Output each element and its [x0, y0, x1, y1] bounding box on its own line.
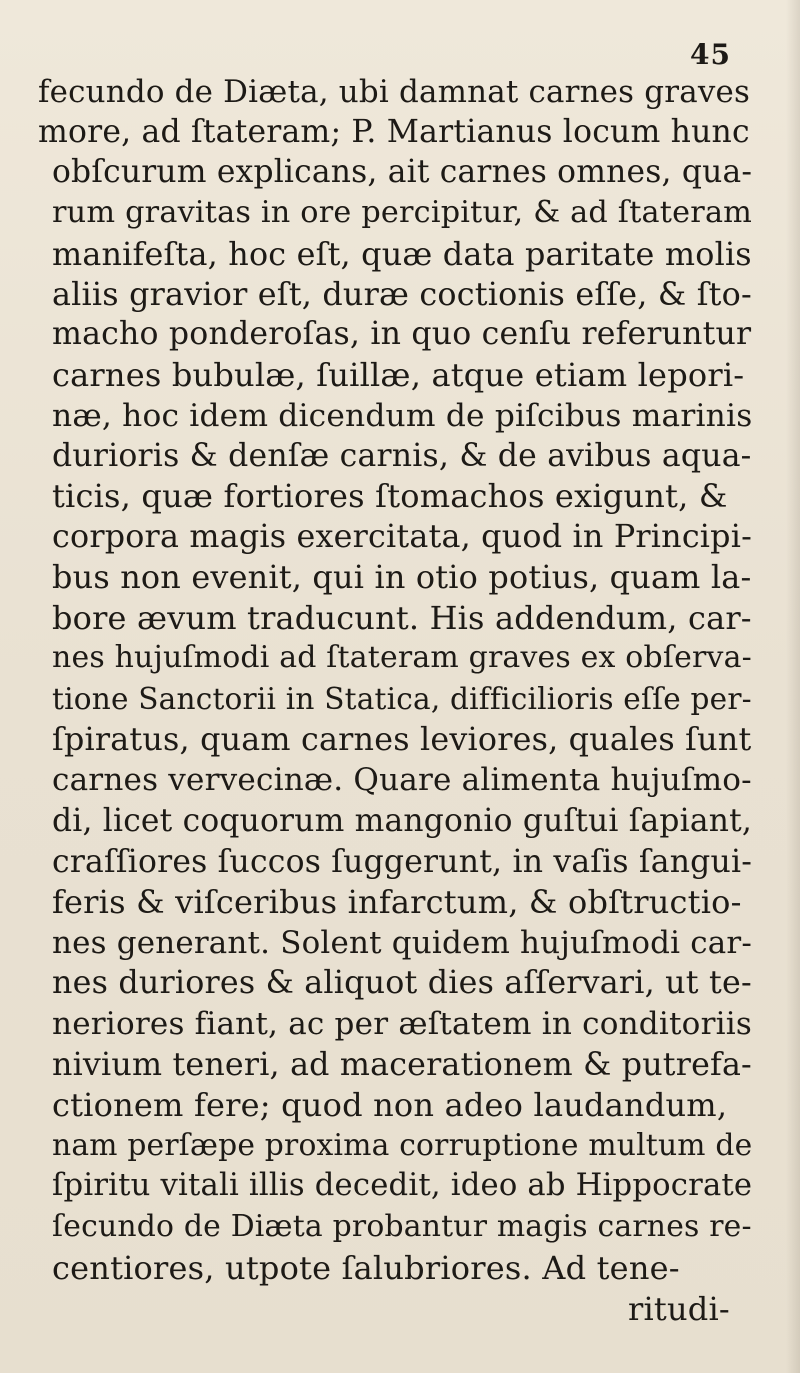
- text-line: rum gravitas in ore percipitur, & ad ſtateram: [52, 195, 753, 230]
- text-line: fecundo de Diæta, ubi damnat carnes graves: [38, 74, 751, 110]
- text-line: nam perſæpe proxima corruptione multum de: [52, 1128, 753, 1163]
- text-line: nes hujuſmodi ad ſtateram graves ex obſerva-: [52, 640, 752, 675]
- text-line: næ, hoc idem dicendum de piſcibus marinis: [52, 398, 753, 434]
- text-line: more, ad ſtateram; P. Martianus locum hunc: [38, 114, 750, 150]
- text-line: ſecundo de Diæta probantur magis carnes re-: [52, 1209, 752, 1244]
- text-line: ctionem fere; quod non adeo laudandum,: [52, 1086, 728, 1124]
- text-line: tione Sanctorii in Statica, difficilioris eſſe per-: [52, 682, 752, 716]
- text-line: ticis, quæ fortiores ſtomachos exigunt, &: [52, 477, 728, 515]
- text-line: obſcurum explicans, ait carnes omnes, qua-: [52, 154, 753, 190]
- text-line: nes duriores & aliquot dies aſſervari, ut te-: [52, 965, 752, 1001]
- text-line: durioris & denſæ carnis, & de avibus aqua-: [52, 438, 752, 474]
- page-edge-shadow: [786, 0, 800, 1373]
- text-line: carnes vervecinæ. Quare alimenta hujuſmo-: [52, 762, 752, 798]
- catchword: ritudi-: [628, 1290, 730, 1328]
- text-line: corpora magis exercitata, quod in Principi-: [52, 519, 752, 555]
- text-line: ſpiritu vitali illis decedit, ideo ab Hippocrate: [52, 1168, 753, 1203]
- text-line: di, licet coquorum mangonio guſtui ſapiant,: [52, 803, 753, 839]
- text-line: centiores, utpote ſalubriores. Ad tene-: [52, 1249, 680, 1287]
- text-line: carnes bubulæ, ſuillæ, atque etiam lepori-: [52, 356, 745, 394]
- text-line: manifeſta, hoc eſt, quæ data paritate molis: [52, 235, 752, 273]
- text-line: macho ponderoſas, in quo cenſu referuntur: [52, 316, 752, 352]
- text-line: nivium teneri, ad macerationem & putrefa-: [52, 1047, 752, 1083]
- page-number: 45: [690, 38, 731, 71]
- text-line: ſpiratus, quam carnes leviores, quales ſunt: [52, 722, 752, 758]
- text-line: craſſiores ſuccos ſuggerunt, in vaſis ſangui-: [52, 844, 753, 880]
- text-line: bus non evenit, qui in otio potius, quam la-: [52, 558, 752, 596]
- text-line: bore ævum traducunt. His addendum, car-: [52, 599, 752, 637]
- text-line: feris & viſceribus infarctum, & obſtructio-: [52, 883, 742, 921]
- text-line: aliis gravior eſt, duræ coctionis eſſe, & ſto-: [52, 275, 752, 313]
- text-line: neriores fiant, ac per æſtatem in conditoriis: [52, 1006, 753, 1042]
- text-line: nes generant. Solent quidem hujuſmodi car-: [52, 925, 753, 961]
